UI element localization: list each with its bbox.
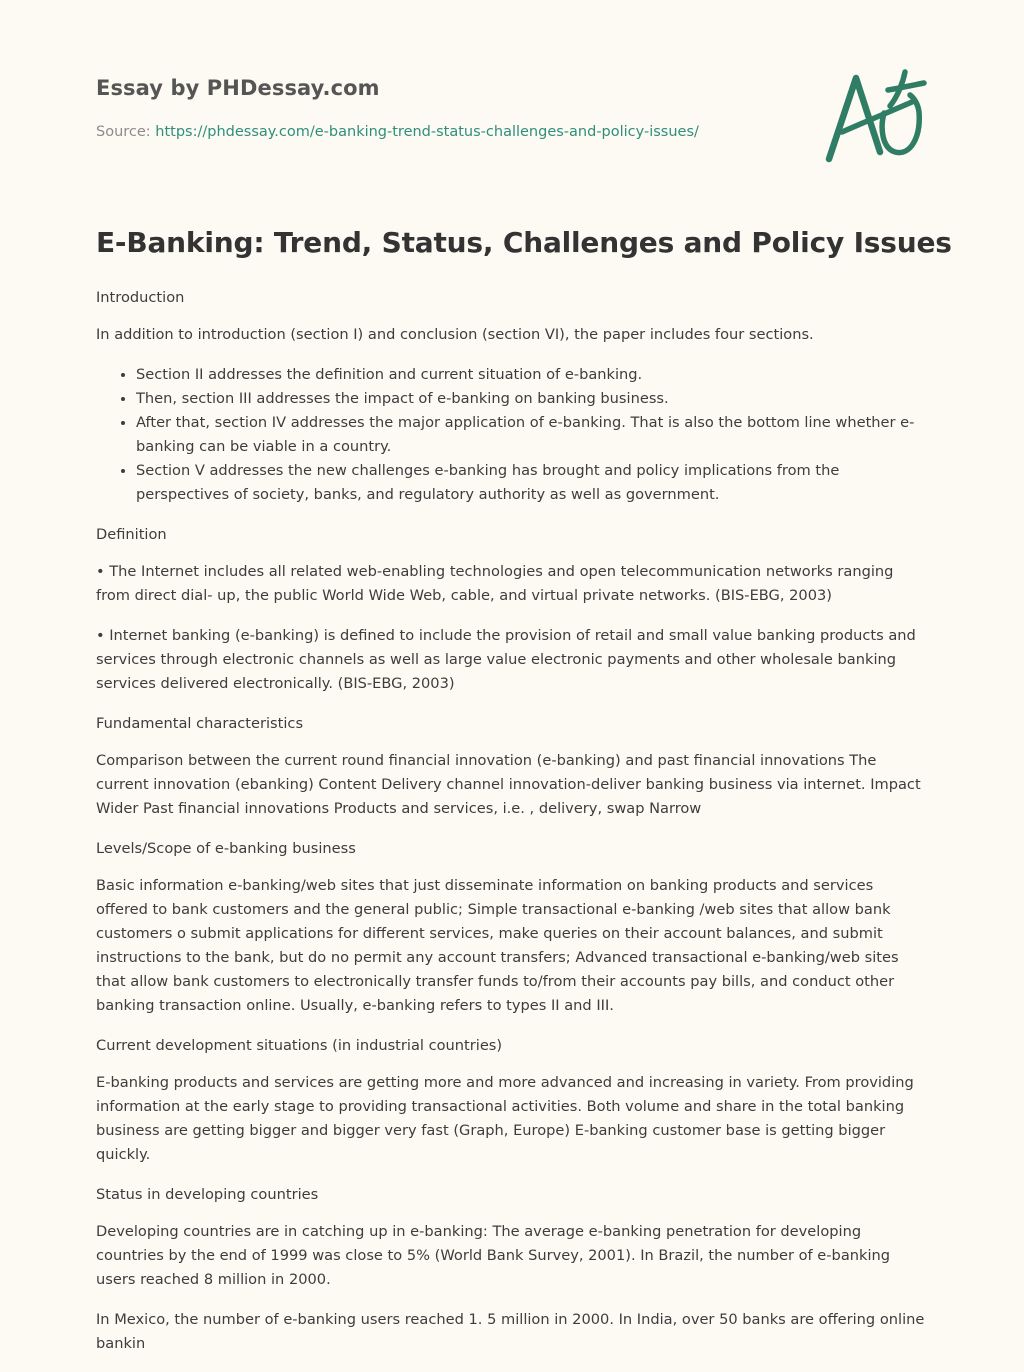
current-development-paragraph: E-banking products and services are getting more and more advanced and increasing in variety. From providing information at the early stage to providing transactional activities. Both volume and share in the total banking business are getting bigger and bigger very fast (Graph, Europe) E-banking customer base is getting bigger quickly. — [96, 1074, 914, 1163]
introduction-paragraph: In addition to introduction (section I) and conclusion (section VI), the paper includes four sections. — [96, 326, 814, 343]
sections-list — [96, 363, 928, 507]
definition-internet-paragraph: • The Internet includes all related web-enabling technologies and open telecommunication networks ranging from direct dial- up, the public World Wide Web, cable, and virtual private networks. (BIS-EBG, 2003) — [96, 563, 894, 604]
fundamental-paragraph: Comparison between the current round financial innovation (e-banking) and past financial innovations The current innovation (ebanking) Content Delivery channel innovation-deliver banking business via internet. Impact Wider Past financial innovations Products and services, i.e. , delivery, swap Narrow — [96, 752, 921, 817]
source-label: Source: — [96, 124, 151, 140]
current-development-heading: Current development situations (in industrial countries) — [96, 1037, 503, 1054]
developing-heading: Status in developing countries — [96, 1186, 319, 1203]
fundamental-heading: Fundamental characteristics — [96, 715, 304, 732]
list-item: • After that, section IV addresses the major application of e-banking. That is also the bottom line whether e-banking can be viable in a country. — [136, 411, 928, 459]
levels-heading: Levels/Scope of e-banking business — [96, 840, 356, 857]
site-title: Essay by PHDessay.com — [96, 76, 380, 100]
mexico-paragraph: In Mexico, the number of e-banking users reached 1. 5 million in 2000. In India, over 50 banks are offering online bankin — [96, 1311, 925, 1352]
definition-ebanking-paragraph: • Internet banking (e-banking) is defined to include the provision of retail and small value banking products and services through electronic channels as well as large value electronic payments and other wholesale banking services delivered electronically. (BIS-EBG, 2003) — [96, 627, 916, 692]
list-item: • Section II addresses the definition and current situation of e-banking. — [136, 363, 928, 387]
introduction-heading: Introduction — [96, 289, 185, 306]
developing-paragraph: Developing countries are in catching up in e-banking: The average e-banking penetration for developing countries by the end of 1999 was close to 5% (World Bank Survey, 2001). In Brazil, the number of e-banking users reached 8 million in 2000. — [96, 1223, 891, 1288]
list-item: • Then, section III addresses the impact of e-banking on banking business. — [136, 387, 928, 411]
source-link[interactable]: https://phdessay.com/e-banking-trend-status-challenges-and-policy-issues/ — [155, 124, 699, 140]
definition-heading: Definition — [96, 526, 167, 543]
essay-title: E-Banking: Trend, Status, Challenges and Policy Issues — [96, 226, 952, 259]
essay-body — [96, 286, 928, 1372]
a-plus-logo-icon — [822, 66, 928, 164]
list-item: • Section V addresses the new challenges e-banking has brought and policy implications from the perspectives of society, banks, and regulatory authority as well as government. — [136, 459, 928, 507]
levels-paragraph: Basic information e-banking/web sites that just disseminate information on banking products and services offered to bank customers and the general public; Simple transactional e-banking /web sites that allow bank customers o submit applications for different services, make queries on their account balances, and submit instructions to the bank, but do no permit any account transfers; Advanced transactional e-banking/web sites that allow bank customers to electronically transfer funds to/from their accounts pay bills, and conduct other banking transaction online. Usually, e-banking refers to types II and III. — [96, 877, 899, 1014]
source-line — [96, 124, 699, 140]
